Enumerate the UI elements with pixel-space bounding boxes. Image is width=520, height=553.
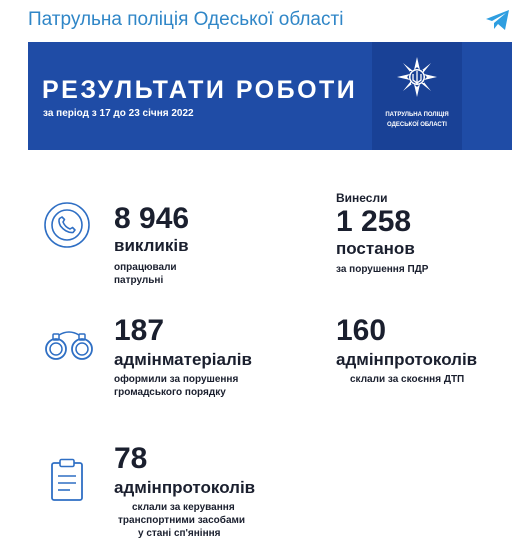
calls-number: 8 946 (114, 202, 190, 235)
drunk-protocols-desc-line1: склали за керування (132, 502, 235, 513)
handcuffs-icon (42, 325, 96, 365)
admin-materials-desc-line2: громадського порядку (114, 387, 226, 398)
results-banner (28, 42, 512, 150)
telegram-icon[interactable] (485, 9, 511, 31)
police-emblem-icon (396, 56, 438, 98)
admin-materials-number: 187 (114, 314, 165, 347)
calls-desc-line2: патрульні (114, 275, 164, 286)
calls-desc-line1: опрацювали (114, 262, 177, 273)
dtp-protocols-number: 160 (336, 314, 387, 347)
dtp-protocols-word: адмінпротоколів (336, 350, 478, 369)
banner-period: за період з 17 до 23 січня 2022 (43, 108, 194, 119)
banner-title: РЕЗУЛЬТАТИ РОБОТИ (42, 76, 358, 104)
emblem-text-line1: ПАТРУЛЬНА ПОЛІЦІЯ (385, 112, 449, 118)
admin-materials-word: адмінматеріалів (114, 350, 252, 369)
admin-materials-desc-line1: оформили за порушення (114, 374, 239, 385)
clipboard-icon (50, 458, 84, 502)
channel-header (0, 0, 520, 42)
fines-label: Винесли (336, 191, 388, 205)
calls-word: викликів (114, 236, 189, 255)
drunk-protocols-desc-line2: транспортними засобами (118, 515, 246, 526)
phone-icon (42, 200, 92, 250)
fines-desc: за порушення ПДР (336, 264, 429, 275)
dtp-protocols-desc: склали за скоєння ДТП (350, 374, 465, 385)
emblem-text-line2: ОДЕСЬКОЇ ОБЛАСТІ (387, 122, 447, 128)
channel-title[interactable]: Патрульна поліція Одеської області (28, 9, 344, 30)
drunk-protocols-number: 78 (114, 442, 148, 475)
fines-word: постанов (336, 239, 415, 258)
emblem-box (372, 42, 462, 150)
drunk-protocols-word: адмінпротоколів (114, 478, 256, 497)
drunk-protocols-desc-line3: у стані сп'яніння (138, 528, 221, 539)
fines-number: 1 258 (336, 205, 412, 238)
